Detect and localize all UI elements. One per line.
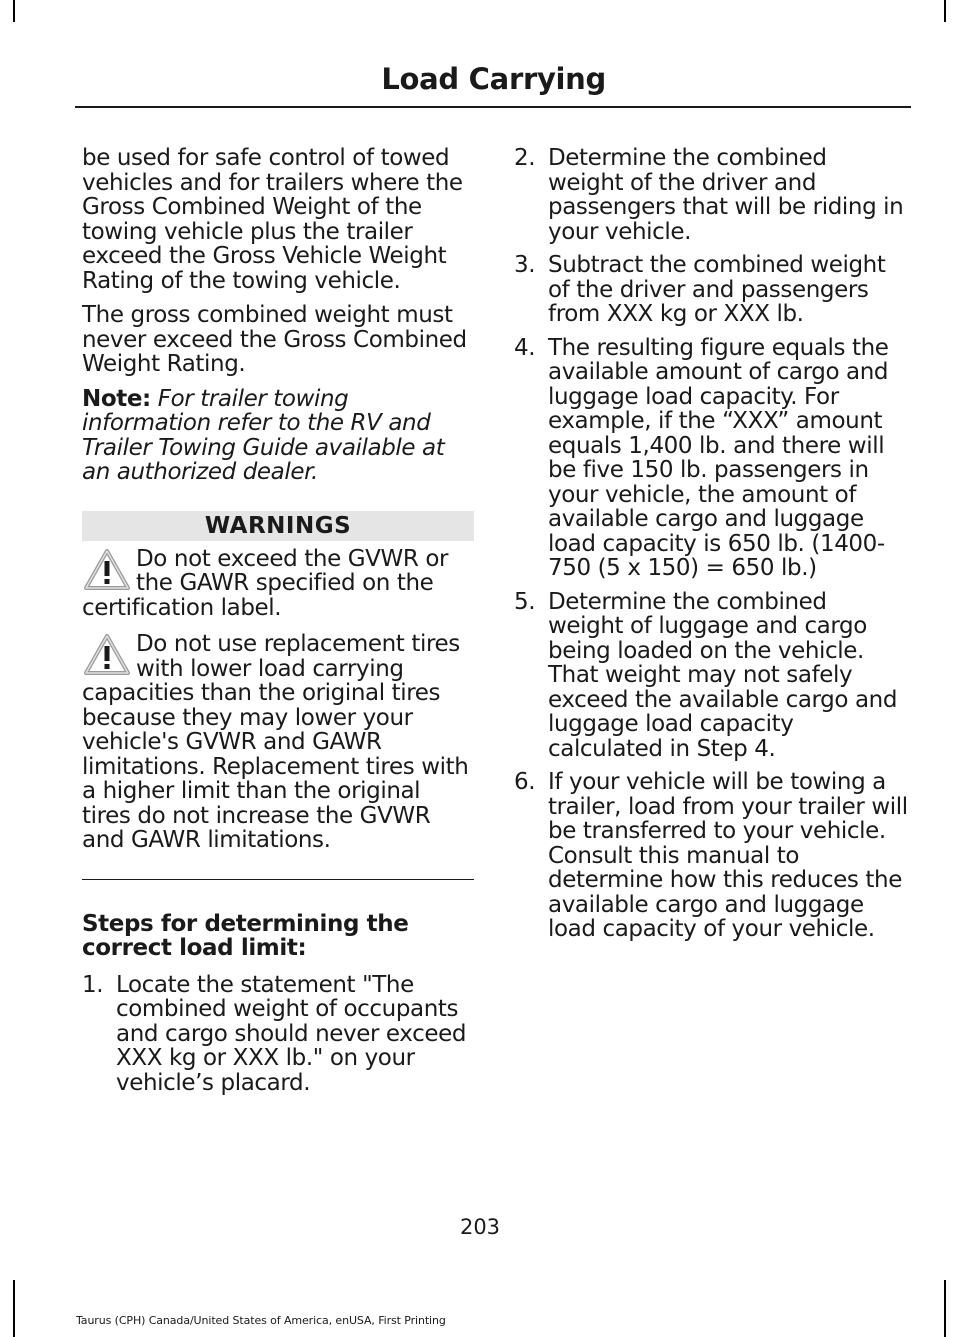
steps-heading: Steps for determining the correct load limit: [82, 910, 409, 961]
gross-weight-paragraph: The gross combined weight must never exceed the Gross Combined Weight Rating. [82, 302, 467, 377]
list-item [514, 146, 908, 244]
warning-text: Do not use replacement tires with lower load carrying capacities than the original tires because they may lower your vehicle's GVWR and GAWR limitations. Replacement tires with a higher limit than the original tires do not increase the GVWR and GAWR limitations. [82, 631, 469, 853]
step-number: 1. [82, 971, 104, 998]
list-item [514, 336, 908, 581]
warning-item [82, 632, 474, 853]
step-number: 5. [514, 588, 536, 615]
edition-footer: Taurus (CPH) Canada/United States of America, enUSA, First Printing [76, 1314, 446, 1327]
step-text: Determine the combined weight of luggage and cargo being loaded on the vehicle. That weight may not safely exceed the available cargo and luggage load capacity calculated in Step 4. [548, 588, 898, 762]
crop-mark-top-right [944, 0, 946, 22]
step-number: 6. [514, 769, 536, 795]
step-text: Subtract the combined weight of the driver and passengers from XXX kg or XXX lb. [548, 252, 886, 327]
note-paragraph [82, 387, 474, 485]
steps-list-left [82, 973, 474, 1096]
step-text: If your vehicle will be towing a trailer, load from your trailer will be transferred to your vehicle. Consult this manual to determine how this reduces the available cargo and luggage load capacity of your vehicle. [548, 769, 908, 942]
step-number: 4. [514, 334, 536, 361]
step-text: The resulting figure equals the available amount of cargo and luggage load capacity. For example, if the “XXX” amount equals 1,400 lb. and there will be five 150 lb. passengers in your vehicle, the amount of available cargo and luggage load capacity is 650 lb. (1400-750 (5 x 150) = 650 lb.) [548, 334, 889, 581]
right-column [514, 146, 908, 951]
note-text: For trailer towing information refer to the RV and Trailer Towing Guide available at an authorized dealer. [82, 385, 445, 485]
page-title: Load Carrying [381, 62, 606, 96]
list-item [82, 973, 474, 1096]
crop-mark-bottom-left [13, 1280, 15, 1337]
step-number: 2. [514, 145, 536, 171]
page-number: 203 [459, 1215, 501, 1239]
crop-mark-top-left [13, 0, 15, 22]
warnings-heading: WARNINGS [82, 511, 474, 541]
warning-text: Do not exceed the GVWR or the GAWR specified on the certification label. [82, 545, 449, 621]
step-text: Determine the combined weight of the driver and passengers that will be riding in your vehicle. [548, 145, 904, 245]
warning-item [82, 547, 474, 621]
warnings-end-rule [82, 879, 474, 880]
list-item [514, 590, 908, 762]
list-item [514, 253, 908, 327]
note-label: Note: [82, 385, 151, 412]
steps-list-right [514, 146, 908, 942]
crop-mark-bottom-right [944, 1280, 946, 1337]
step-text: Locate the statement "The combined weight of occupants and cargo should never exceed XXX kg or XXX lb." on your vehicle’s placard. [116, 971, 467, 1096]
warning-triangle-icon [82, 547, 132, 593]
list-item [514, 770, 908, 942]
step-number: 3. [514, 252, 536, 278]
left-column [82, 146, 474, 1104]
page-header [75, 62, 911, 96]
intro-paragraph: be used for safe control of towed vehicles and for trailers where the Gross Combined Weight of the towing vehicle plus the trailer exceed the Gross Vehicle Weight Rating of the towing vehicle. [82, 145, 463, 294]
header-rule [75, 106, 911, 108]
warning-triangle-icon [82, 632, 132, 678]
